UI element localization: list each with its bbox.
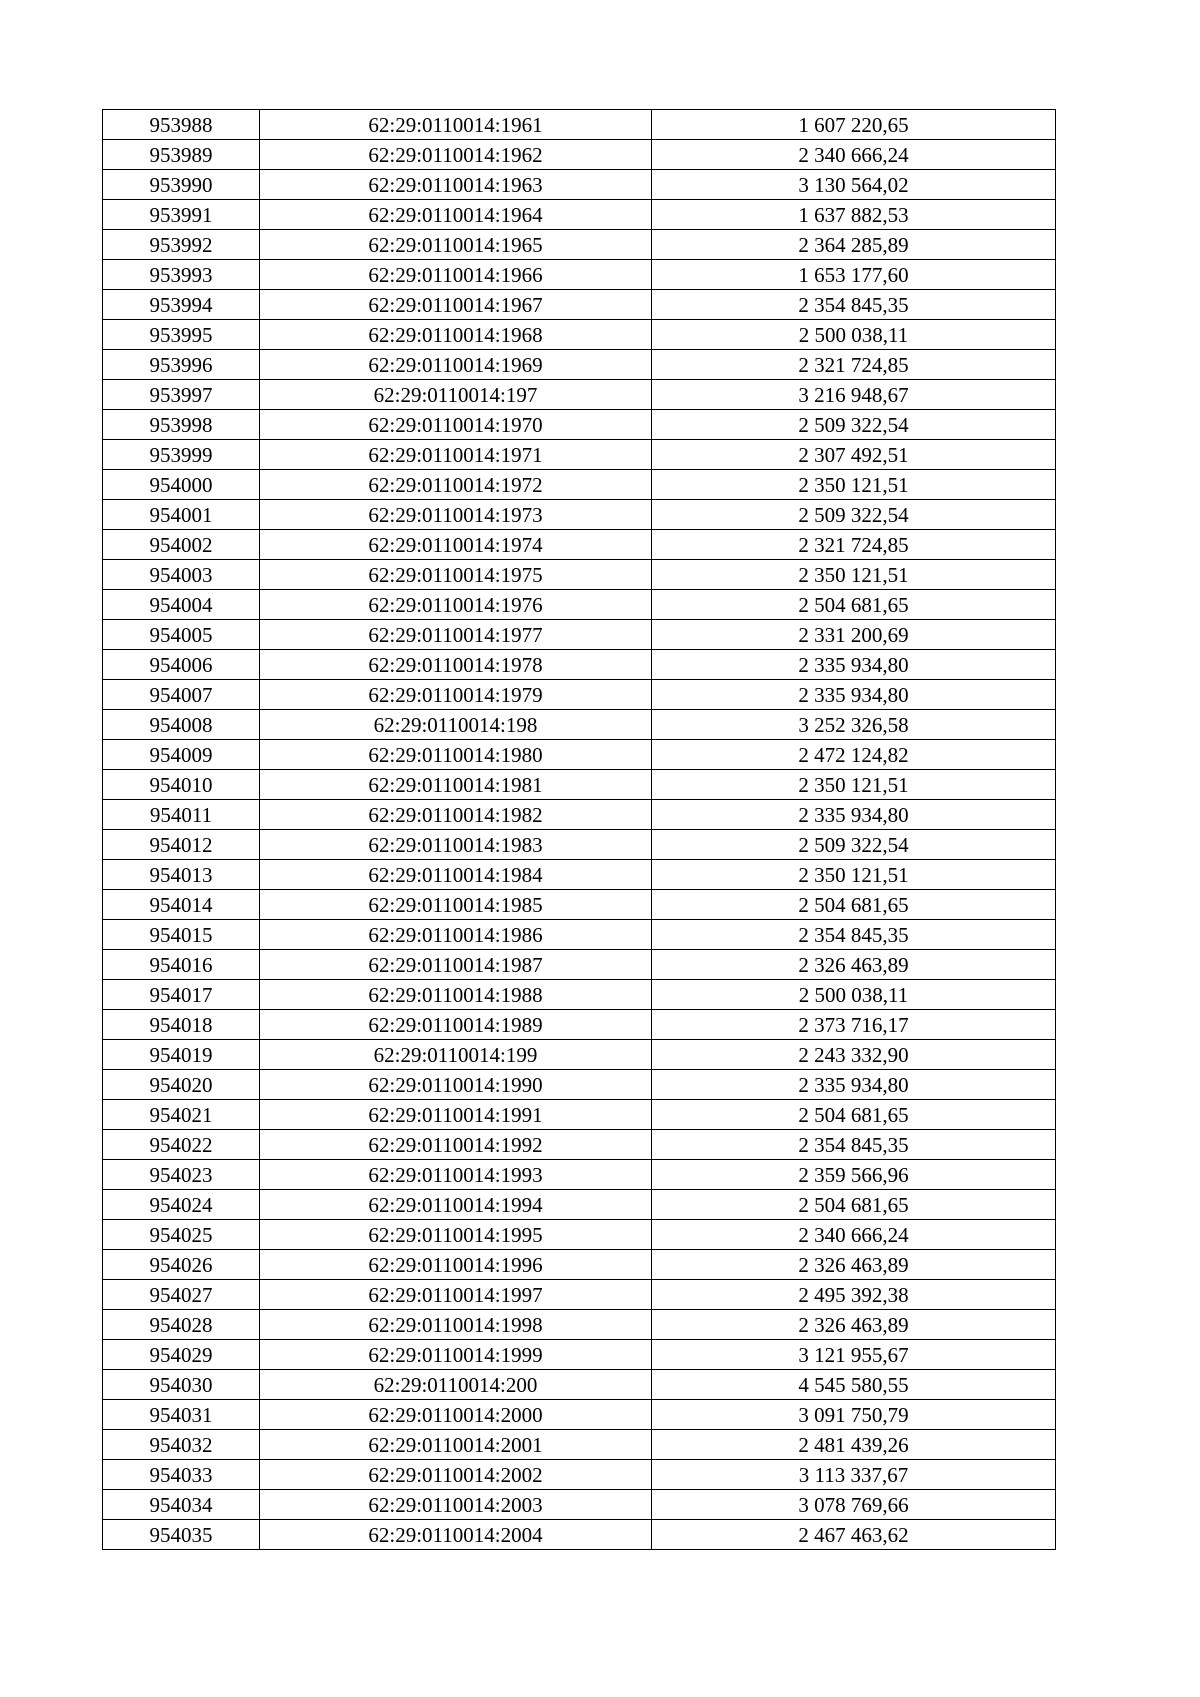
cadastral-value-cell: 3 113 337,67 — [652, 1460, 1056, 1490]
cadastral-value-cell: 2 350 121,51 — [652, 560, 1056, 590]
cadastral-value-cell: 1 653 177,60 — [652, 260, 1056, 290]
row-number-cell: 954007 — [103, 680, 260, 710]
cadastral-number-cell: 62:29:0110014:1990 — [260, 1070, 652, 1100]
cadastral-number-cell: 62:29:0110014:1983 — [260, 830, 652, 860]
row-number-cell: 953992 — [103, 230, 260, 260]
table-row — [103, 440, 1056, 470]
row-number-cell: 954013 — [103, 860, 260, 890]
table-row — [103, 230, 1056, 260]
row-number-cell: 954011 — [103, 800, 260, 830]
cadastral-value-cell: 3 121 955,67 — [652, 1340, 1056, 1370]
row-number-cell: 954005 — [103, 620, 260, 650]
table-row — [103, 260, 1056, 290]
cadastral-number-cell: 62:29:0110014:2003 — [260, 1490, 652, 1520]
table-row — [103, 1070, 1056, 1100]
cadastral-number-cell: 62:29:0110014:1997 — [260, 1280, 652, 1310]
cadastral-value-cell: 2 364 285,89 — [652, 230, 1056, 260]
table-row — [103, 860, 1056, 890]
cadastral-value-cell: 2 509 322,54 — [652, 410, 1056, 440]
table-row — [103, 1040, 1056, 1070]
cadastral-value-cell: 2 500 038,11 — [652, 980, 1056, 1010]
table-row — [103, 380, 1056, 410]
cadastral-number-cell: 62:29:0110014:1974 — [260, 530, 652, 560]
row-number-cell: 953999 — [103, 440, 260, 470]
cadastral-number-cell: 62:29:0110014:1970 — [260, 410, 652, 440]
cadastral-number-cell: 62:29:0110014:1973 — [260, 500, 652, 530]
table-row — [103, 1340, 1056, 1370]
table-row — [103, 590, 1056, 620]
cadastral-value-cell: 2 243 332,90 — [652, 1040, 1056, 1070]
row-number-cell: 954019 — [103, 1040, 260, 1070]
cadastral-value-cell: 2 350 121,51 — [652, 770, 1056, 800]
cadastral-number-cell: 62:29:0110014:1995 — [260, 1220, 652, 1250]
row-number-cell: 954000 — [103, 470, 260, 500]
cadastral-value-cell: 2 340 666,24 — [652, 1220, 1056, 1250]
cadastral-number-cell: 62:29:0110014:1989 — [260, 1010, 652, 1040]
cadastral-number-cell: 62:29:0110014:1994 — [260, 1190, 652, 1220]
cadastral-number-cell: 62:29:0110014:2002 — [260, 1460, 652, 1490]
row-number-cell: 954009 — [103, 740, 260, 770]
row-number-cell: 954031 — [103, 1400, 260, 1430]
cadastral-value-cell: 3 252 326,58 — [652, 710, 1056, 740]
table-row — [103, 620, 1056, 650]
cadastral-value-cell: 2 335 934,80 — [652, 800, 1056, 830]
cadastral-number-cell: 62:29:0110014:1987 — [260, 950, 652, 980]
cadastral-value-cell: 2 335 934,80 — [652, 680, 1056, 710]
table-row — [103, 770, 1056, 800]
row-number-cell: 954008 — [103, 710, 260, 740]
row-number-cell: 954021 — [103, 1100, 260, 1130]
cadastral-value-cell: 2 335 934,80 — [652, 1070, 1056, 1100]
cadastral-number-cell: 62:29:0110014:1961 — [260, 110, 652, 140]
row-number-cell: 954028 — [103, 1310, 260, 1340]
table-row — [103, 1130, 1056, 1160]
row-number-cell: 954024 — [103, 1190, 260, 1220]
table-row — [103, 290, 1056, 320]
cadastral-value-cell: 2 350 121,51 — [652, 860, 1056, 890]
row-number-cell: 953998 — [103, 410, 260, 440]
cadastral-value-cell: 2 373 716,17 — [652, 1010, 1056, 1040]
cadastral-value-cell: 3 216 948,67 — [652, 380, 1056, 410]
cadastral-value-cell: 2 307 492,51 — [652, 440, 1056, 470]
row-number-cell: 954017 — [103, 980, 260, 1010]
cadastral-value-cell: 2 500 038,11 — [652, 320, 1056, 350]
cadastral-value-cell: 2 326 463,89 — [652, 1250, 1056, 1280]
row-number-cell: 954025 — [103, 1220, 260, 1250]
cadastral-number-cell: 62:29:0110014:1978 — [260, 650, 652, 680]
cadastral-number-cell: 62:29:0110014:1971 — [260, 440, 652, 470]
cadastral-value-cell: 2 481 439,26 — [652, 1430, 1056, 1460]
row-number-cell: 954029 — [103, 1340, 260, 1370]
row-number-cell: 954010 — [103, 770, 260, 800]
cadastral-number-cell: 62:29:0110014:1972 — [260, 470, 652, 500]
cadastral-number-cell: 62:29:0110014:200 — [260, 1370, 652, 1400]
row-number-cell: 954027 — [103, 1280, 260, 1310]
table-row — [103, 1490, 1056, 1520]
table-row — [103, 1100, 1056, 1130]
row-number-cell: 954022 — [103, 1130, 260, 1160]
table-body — [103, 110, 1056, 1550]
table-row — [103, 530, 1056, 560]
cadastral-number-cell: 62:29:0110014:1981 — [260, 770, 652, 800]
table-row — [103, 1280, 1056, 1310]
row-number-cell: 954012 — [103, 830, 260, 860]
row-number-cell: 953988 — [103, 110, 260, 140]
cadastral-number-cell: 62:29:0110014:2001 — [260, 1430, 652, 1460]
table-row — [103, 950, 1056, 980]
table-row — [103, 140, 1056, 170]
cadastral-value-cell: 1 607 220,65 — [652, 110, 1056, 140]
cadastral-value-cell: 2 359 566,96 — [652, 1160, 1056, 1190]
table-row — [103, 500, 1056, 530]
row-number-cell: 953990 — [103, 170, 260, 200]
cadastral-number-cell: 62:29:0110014:1985 — [260, 890, 652, 920]
table-row — [103, 350, 1056, 380]
cadastral-number-cell: 62:29:0110014:198 — [260, 710, 652, 740]
row-number-cell: 954035 — [103, 1520, 260, 1550]
row-number-cell: 953993 — [103, 260, 260, 290]
table-row — [103, 1310, 1056, 1340]
cadastral-number-cell: 62:29:0110014:2004 — [260, 1520, 652, 1550]
cadastral-value-cell: 2 509 322,54 — [652, 500, 1056, 530]
row-number-cell: 954034 — [103, 1490, 260, 1520]
row-number-cell: 953989 — [103, 140, 260, 170]
cadastral-value-cell: 2 340 666,24 — [652, 140, 1056, 170]
row-number-cell: 954020 — [103, 1070, 260, 1100]
table-row — [103, 1250, 1056, 1280]
row-number-cell: 954002 — [103, 530, 260, 560]
cadastral-number-cell: 62:29:0110014:1962 — [260, 140, 652, 170]
table-row — [103, 170, 1056, 200]
cadastral-number-cell: 62:29:0110014:1964 — [260, 200, 652, 230]
cadastral-value-cell: 2 326 463,89 — [652, 1310, 1056, 1340]
cadastral-value-cell: 2 354 845,35 — [652, 290, 1056, 320]
table-row — [103, 200, 1056, 230]
cadastral-value-cell: 2 504 681,65 — [652, 590, 1056, 620]
cadastral-value-cell: 2 504 681,65 — [652, 890, 1056, 920]
table-row — [103, 1220, 1056, 1250]
cadastral-number-cell: 62:29:0110014:1996 — [260, 1250, 652, 1280]
cadastral-number-cell: 62:29:0110014:1982 — [260, 800, 652, 830]
cadastral-value-cell: 3 130 564,02 — [652, 170, 1056, 200]
cadastral-number-cell: 62:29:0110014:1968 — [260, 320, 652, 350]
cadastral-value-cell: 2 504 681,65 — [652, 1100, 1056, 1130]
cadastral-value-cell: 2 354 845,35 — [652, 1130, 1056, 1160]
table-row — [103, 680, 1056, 710]
row-number-cell: 954016 — [103, 950, 260, 980]
cadastral-number-cell: 62:29:0110014:1993 — [260, 1160, 652, 1190]
row-number-cell: 954026 — [103, 1250, 260, 1280]
row-number-cell: 954001 — [103, 500, 260, 530]
cadastral-value-cell: 4 545 580,55 — [652, 1370, 1056, 1400]
cadastral-number-cell: 62:29:0110014:1965 — [260, 230, 652, 260]
cadastral-value-cell: 2 326 463,89 — [652, 950, 1056, 980]
row-number-cell: 954023 — [103, 1160, 260, 1190]
cadastral-number-cell: 62:29:0110014:1966 — [260, 260, 652, 290]
cadastral-value-cell: 3 078 769,66 — [652, 1490, 1056, 1520]
cadastral-number-cell: 62:29:0110014:1967 — [260, 290, 652, 320]
table-row — [103, 410, 1056, 440]
row-number-cell: 954014 — [103, 890, 260, 920]
cadastral-number-cell: 62:29:0110014:1977 — [260, 620, 652, 650]
row-number-cell: 954003 — [103, 560, 260, 590]
row-number-cell: 954030 — [103, 1370, 260, 1400]
cadastral-value-cell: 2 331 200,69 — [652, 620, 1056, 650]
cadastral-number-cell: 62:29:0110014:1979 — [260, 680, 652, 710]
table-row — [103, 800, 1056, 830]
row-number-cell: 953995 — [103, 320, 260, 350]
cadastral-number-cell: 62:29:0110014:1984 — [260, 860, 652, 890]
cadastral-number-cell: 62:29:0110014:199 — [260, 1040, 652, 1070]
cadastral-number-cell: 62:29:0110014:1986 — [260, 920, 652, 950]
cadastral-value-cell: 2 495 392,38 — [652, 1280, 1056, 1310]
cadastral-value-table — [102, 109, 1056, 1550]
cadastral-number-cell: 62:29:0110014:197 — [260, 380, 652, 410]
cadastral-number-cell: 62:29:0110014:1976 — [260, 590, 652, 620]
row-number-cell: 954004 — [103, 590, 260, 620]
row-number-cell: 954015 — [103, 920, 260, 950]
cadastral-number-cell: 62:29:0110014:1988 — [260, 980, 652, 1010]
cadastral-number-cell: 62:29:0110014:2000 — [260, 1400, 652, 1430]
table-row — [103, 1460, 1056, 1490]
row-number-cell: 953996 — [103, 350, 260, 380]
table-row — [103, 830, 1056, 860]
table-row — [103, 710, 1056, 740]
cadastral-value-cell: 2 350 121,51 — [652, 470, 1056, 500]
cadastral-value-cell: 2 321 724,85 — [652, 350, 1056, 380]
cadastral-number-cell: 62:29:0110014:1963 — [260, 170, 652, 200]
row-number-cell: 954032 — [103, 1430, 260, 1460]
table-row — [103, 920, 1056, 950]
table-row — [103, 1010, 1056, 1040]
table-row — [103, 890, 1056, 920]
row-number-cell: 953994 — [103, 290, 260, 320]
table-row — [103, 740, 1056, 770]
table-row — [103, 650, 1056, 680]
cadastral-value-cell: 2 504 681,65 — [652, 1190, 1056, 1220]
table-row — [103, 560, 1056, 590]
table-row — [103, 1370, 1056, 1400]
table-row — [103, 320, 1056, 350]
cadastral-value-cell: 2 335 934,80 — [652, 650, 1056, 680]
table-row — [103, 1190, 1056, 1220]
table-row — [103, 1160, 1056, 1190]
row-number-cell: 953991 — [103, 200, 260, 230]
cadastral-number-cell: 62:29:0110014:1998 — [260, 1310, 652, 1340]
cadastral-value-cell: 2 321 724,85 — [652, 530, 1056, 560]
table-row — [103, 110, 1056, 140]
cadastral-number-cell: 62:29:0110014:1992 — [260, 1130, 652, 1160]
table-row — [103, 1430, 1056, 1460]
cadastral-value-cell: 1 637 882,53 — [652, 200, 1056, 230]
row-number-cell: 953997 — [103, 380, 260, 410]
cadastral-number-cell: 62:29:0110014:1991 — [260, 1100, 652, 1130]
table-row — [103, 980, 1056, 1010]
table-row — [103, 1400, 1056, 1430]
cadastral-value-cell: 3 091 750,79 — [652, 1400, 1056, 1430]
cadastral-value-cell: 2 354 845,35 — [652, 920, 1056, 950]
cadastral-value-cell: 2 509 322,54 — [652, 830, 1056, 860]
cadastral-number-cell: 62:29:0110014:1999 — [260, 1340, 652, 1370]
cadastral-value-cell: 2 472 124,82 — [652, 740, 1056, 770]
cadastral-number-cell: 62:29:0110014:1980 — [260, 740, 652, 770]
cadastral-number-cell: 62:29:0110014:1975 — [260, 560, 652, 590]
table-row — [103, 470, 1056, 500]
row-number-cell: 954018 — [103, 1010, 260, 1040]
row-number-cell: 954006 — [103, 650, 260, 680]
cadastral-number-cell: 62:29:0110014:1969 — [260, 350, 652, 380]
cadastral-value-cell: 2 467 463,62 — [652, 1520, 1056, 1550]
table-row — [103, 1520, 1056, 1550]
row-number-cell: 954033 — [103, 1460, 260, 1490]
